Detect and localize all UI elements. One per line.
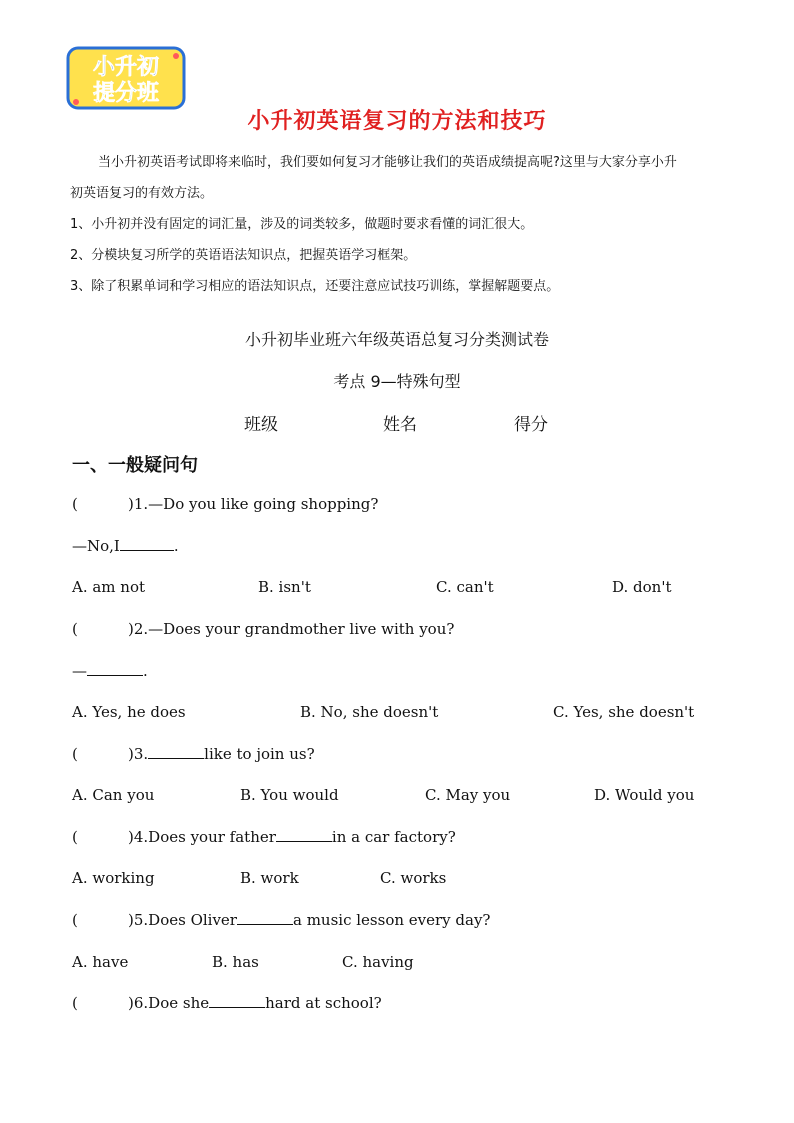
option-c: C. works: [380, 869, 447, 887]
question-5: [72, 911, 490, 929]
logo-badge: [64, 44, 188, 112]
answer-paren: (: [72, 620, 78, 638]
question-text: )5.Does Oliver: [128, 911, 237, 929]
question-1-answer: [72, 537, 179, 555]
logo-text-bottom: 提分班: [92, 81, 160, 106]
question-text-after: hard at school?: [265, 994, 382, 1012]
option-a: A. working: [72, 869, 155, 887]
answer-paren: (: [72, 994, 78, 1012]
answer-blank[interactable]: [87, 663, 143, 676]
intro-paragraph-line2: 初英语复习的有效方法。: [70, 186, 214, 201]
question-text: )3.: [128, 745, 149, 763]
answer-paren: (: [72, 911, 78, 929]
option-b: B. You would: [240, 786, 339, 804]
question-1: [72, 495, 378, 513]
question-4: [72, 828, 456, 846]
option-b: B. work: [240, 869, 299, 887]
exam-subtitle: 考点 9—特殊句型: [333, 372, 461, 391]
question-2: [72, 620, 454, 638]
intro-paragraph-line1: 当小升初英语考试即将来临时，我们要如何复习才能够让我们的英语成绩提高呢?这里与大家分享小升: [98, 155, 677, 170]
intro-point-2: 2、分模块复习所学的英语语法知识点，把握英语学习框架。: [70, 248, 417, 263]
question-text-after: like to join us?: [204, 745, 315, 763]
answer-paren: (: [72, 745, 78, 763]
option-b: B. isn't: [258, 578, 311, 596]
option-a: A. Yes, he does: [72, 703, 186, 721]
question-3: [72, 745, 315, 763]
question-text: )6.Doe she: [128, 994, 210, 1012]
page-title: 小升初英语复习的方法和技巧: [247, 109, 547, 134]
option-a: A. am not: [72, 578, 146, 596]
answer-paren: (: [72, 828, 78, 846]
question-6: [72, 994, 382, 1012]
field-score-label: 得分: [514, 415, 548, 435]
answer-blank[interactable]: [209, 995, 265, 1008]
option-c: C. having: [342, 953, 414, 971]
option-a: A. have: [72, 953, 129, 971]
question-text-after: in a car factory?: [331, 828, 456, 846]
section-heading: 一、一般疑问句: [72, 455, 198, 476]
exam-title: 小升初毕业班六年级英语总复习分类测试卷: [244, 330, 549, 349]
intro-point-3: 3、除了积累单词和学习相应的语法知识点，还要注意应试技巧训练，掌握解题要点。: [70, 279, 560, 294]
question-2-answer: [72, 662, 148, 680]
answer-prefix: —No,I: [72, 537, 120, 555]
question-text: )4.Does your father: [128, 828, 276, 846]
answer-paren: (: [72, 495, 78, 513]
option-a: A. Can you: [72, 786, 155, 804]
option-d: D. don't: [612, 578, 672, 596]
field-class-label: 班级: [244, 415, 278, 435]
answer-blank[interactable]: [148, 746, 204, 759]
option-b: B. No, she doesn't: [300, 703, 439, 721]
option-c: C. Yes, she doesn't: [553, 703, 695, 721]
answer-prefix: —: [72, 662, 87, 680]
option-c: C. May you: [425, 786, 511, 804]
answer-blank[interactable]: [120, 538, 174, 551]
option-c: C. can't: [436, 578, 494, 596]
question-text: )2.—Does your grandmother live with you?: [128, 620, 455, 638]
logo-text-top: 小升初: [92, 55, 160, 80]
intro-point-1: 1、小升初并没有固定的词汇量，涉及的词类较多，做题时要求看懂的词汇很大。: [70, 217, 534, 232]
answer-blank[interactable]: [237, 912, 293, 925]
option-b: B. has: [212, 953, 259, 971]
option-d: D. Would you: [594, 786, 695, 804]
field-name-label: 姓名: [383, 415, 417, 435]
question-text: )1.—Do you like going shopping?: [128, 495, 379, 513]
answer-suffix: .: [143, 662, 148, 680]
intro-section: [70, 147, 730, 302]
answer-blank[interactable]: [276, 829, 332, 842]
answer-suffix: .: [173, 537, 179, 555]
question-text-after: a music lesson every day?: [292, 911, 491, 929]
